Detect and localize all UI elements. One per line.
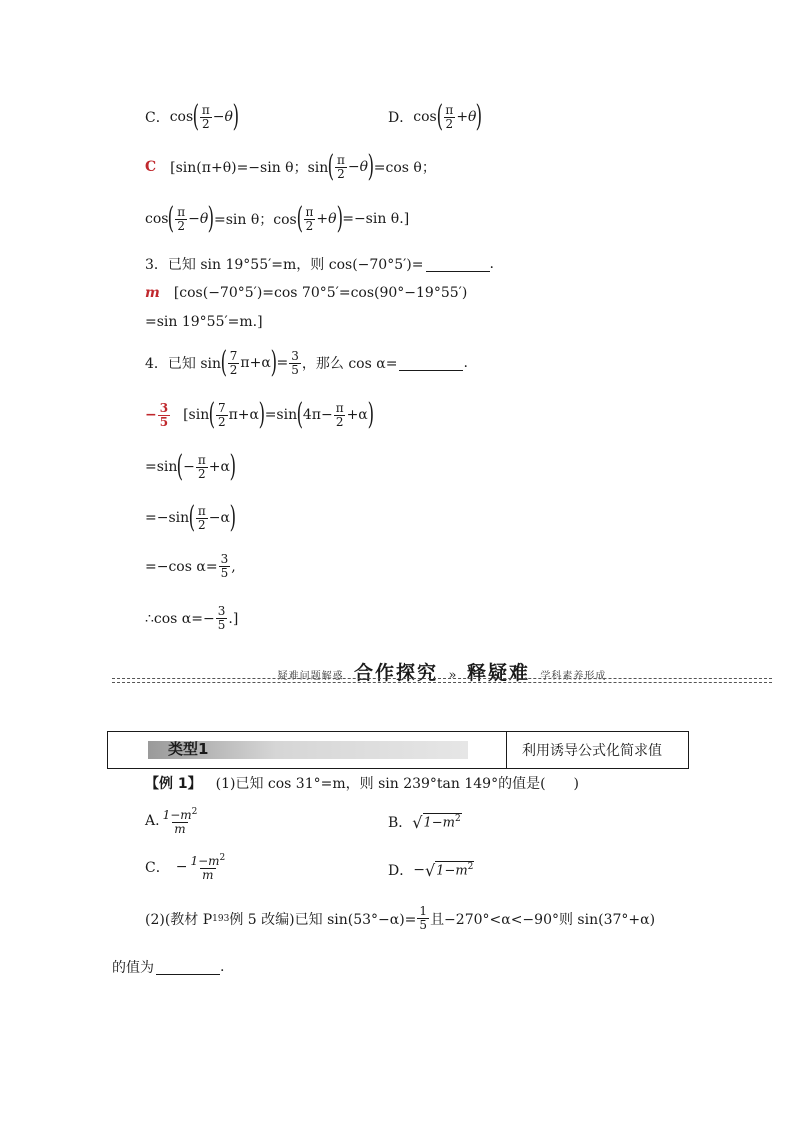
- double-chevron-icon: »: [448, 668, 457, 683]
- example1-option-c: C． − $\frac{1-m^2}{m}$: [145, 853, 226, 882]
- example1-part1: 【例 1】 (1)已知 cos 31°=m，则 sin 239°tan 149°的值是( ): [145, 776, 580, 792]
- type-box: [107, 731, 689, 769]
- type-tag: 类型1: [168, 740, 209, 758]
- q4-solution-line3: =−sin ( $\frac{\pi}{2}$ −α ): [145, 500, 237, 535]
- fraction: $\frac{\pi}{2}$: [201, 102, 210, 131]
- answer-value: m: [145, 285, 160, 301]
- example1-part2-line2: 的值为 .: [112, 959, 225, 976]
- option-label: D．: [388, 110, 414, 126]
- q4-solution-line2: =sin ( − $\frac{\pi}{2}$ +α ): [145, 449, 237, 484]
- expr: cos: [169, 109, 194, 125]
- answer-value: −: [145, 407, 157, 423]
- q4-solution-line5: ∴cos α=− $\frac{3}{5}$ .]: [145, 604, 239, 632]
- q4-solution-line4: =−cos α= $\frac{3}{5}$ ,: [145, 552, 236, 580]
- example1-part2: (2)(教材 P 193 例 5 改编)已知 sin(53°−α)= $\frac{1}{5}$ 且−270°<α<−90°则 sin(37°+α): [145, 904, 656, 932]
- q2-option-d: D． cos ( $\frac{\pi}{2}$ + θ ): [388, 99, 483, 134]
- q3-answer: m [cos(−70°5′)=cos 70°5′=cos(90°−19°55′): [145, 285, 468, 301]
- q2-answer-line1: C [sin(π+θ)=−sin θ；sin ( $\frac{\pi}{2}$ − θ ) =cos θ；: [145, 149, 436, 184]
- banner-title-left: 合作探究: [354, 662, 439, 684]
- q3-question: 3．已知 sin 19°55′=m，则 cos(−70°5′)= .: [145, 256, 494, 273]
- sqrt-icon: √: [424, 860, 436, 880]
- q4-question: 4．已知 sin ( $\frac{7}{2}$ π+α ) = $\frac{3}{5}$ ，那么 cos α= .: [145, 345, 468, 380]
- banner-title-right: 释疑难: [466, 662, 530, 684]
- sqrt-icon: √: [412, 812, 423, 832]
- example1-option-b: B． √ $1-m^2$: [388, 812, 461, 832]
- section-banner: 疑难问题解惑 合作探究 » 释疑难 学科素养形成: [112, 658, 772, 684]
- example1-option-a: A. $\frac{1-m^2}{m}$: [145, 807, 198, 836]
- type-title: 利用诱导公式化简求值: [522, 743, 662, 759]
- option-label: C．: [145, 110, 170, 126]
- q3-answer-line2: =sin 19°55′=m.]: [145, 314, 263, 330]
- q2-option-c: C． cos ( $\frac{\pi}{2}$ − θ ): [145, 99, 240, 134]
- example1-option-d: D． − √ $1-m^2$: [388, 860, 474, 880]
- answer-blank: [426, 257, 490, 272]
- answer-letter: C: [145, 159, 157, 175]
- q4-solution-line1: − $\frac{3}{5}$ [sin ( $\frac{7}{2}$ π+α ) =sin ( 4π− $\frac{\pi}{2}$ +α ): [145, 397, 374, 432]
- q2-answer-line2: cos ( $\frac{\pi}{2}$ − θ ) =sin θ；cos ( $\frac{\pi}{2}$ + θ ) =−sin θ.]: [145, 201, 410, 236]
